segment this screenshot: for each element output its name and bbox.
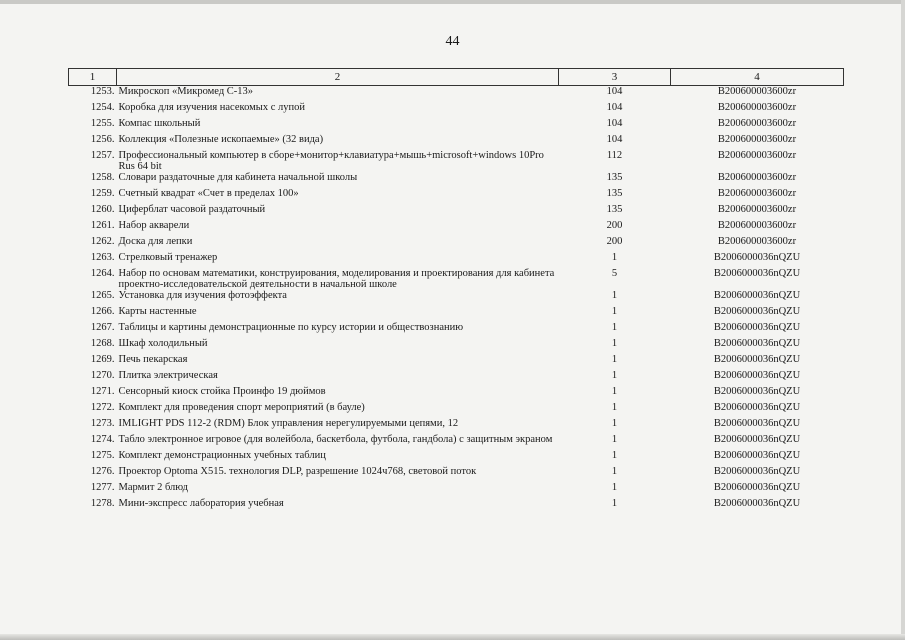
item-code: B2006000036nQZU (713, 353, 801, 365)
table-row (69, 450, 844, 466)
table-row (69, 102, 844, 118)
table-row (69, 434, 844, 450)
row-number: 1259. (90, 187, 115, 199)
item-code: B2006000036nQZU (713, 449, 801, 461)
item-code: B2006000036nQZU (713, 267, 801, 279)
item-quantity: 5 (611, 267, 618, 279)
item-code: B200600003600zr (717, 101, 797, 113)
item-quantity: 1 (611, 497, 618, 509)
item-name: Табло электронное игровое (для волейбола, баскетбола, футбола, гандбола) с защитным экраном (118, 433, 553, 445)
table-row (69, 402, 844, 418)
table-row (69, 134, 844, 150)
column-header-4: 4 (671, 69, 844, 86)
item-quantity: 1 (611, 289, 618, 301)
table-row (69, 498, 844, 514)
item-quantity: 1 (611, 353, 618, 365)
item-name: Шкаф холодильный (118, 337, 208, 349)
row-number: 1253. (90, 86, 115, 97)
item-code: B200600003600zr (717, 86, 797, 97)
inventory-table (68, 68, 844, 514)
item-name: Микроскоп «Микромед С-13» (118, 86, 254, 97)
item-quantity: 112 (606, 149, 623, 161)
item-code: B2006000036nQZU (713, 433, 801, 445)
table-row (69, 306, 844, 322)
item-code: B2006000036nQZU (713, 417, 801, 429)
item-code: B2006000036nQZU (713, 337, 801, 349)
item-name: Мини-экспресс лаборатория учебная (118, 497, 284, 509)
table-row (69, 204, 844, 220)
item-name: Стрелковый тренажер (118, 251, 218, 263)
table-row (69, 150, 844, 172)
row-number: 1254. (90, 101, 115, 113)
item-quantity: 104 (606, 101, 623, 113)
item-name: Компас школьный (118, 117, 201, 129)
item-name: Печь пекарская (118, 353, 188, 365)
item-code: B2006000036nQZU (713, 369, 801, 381)
item-quantity: 1 (611, 385, 618, 397)
table-row (69, 268, 844, 290)
item-name: Доска для лепки (118, 235, 193, 247)
item-code: B200600003600zr (717, 117, 797, 129)
item-name: Циферблат часовой раздаточный (118, 203, 266, 215)
item-code: B200600003600zr (717, 235, 797, 247)
table-header (69, 69, 844, 86)
item-code: B200600003600zr (717, 187, 797, 199)
item-name: Мармит 2 блюд (118, 481, 188, 493)
item-quantity: 1 (611, 305, 618, 317)
row-number: 1271. (90, 385, 115, 397)
item-quantity: 1 (611, 417, 618, 429)
scan-edge-right (901, 0, 905, 640)
item-code: B200600003600zr (717, 219, 797, 231)
row-number: 1277. (90, 481, 115, 493)
item-code: B200600003600zr (717, 203, 797, 215)
table-row (69, 86, 844, 102)
row-number: 1270. (90, 369, 115, 381)
row-number: 1260. (90, 203, 115, 215)
item-name: Словари раздаточные для кабинета начальной школы (118, 171, 358, 183)
column-header-2: 2 (117, 69, 559, 86)
item-name: Набор по основам математики, конструирования, моделирования и проектирования для кабинета проектно-исследовательской деятельности в начальной школе (118, 267, 555, 290)
item-quantity: 104 (606, 133, 623, 145)
table-row (69, 236, 844, 252)
row-number: 1269. (90, 353, 115, 365)
item-name: Карты настенные (118, 305, 197, 317)
row-number: 1274. (90, 433, 115, 445)
table-row (69, 370, 844, 386)
item-quantity: 1 (611, 433, 618, 445)
item-quantity: 1 (611, 465, 618, 477)
row-number: 1262. (90, 235, 115, 247)
item-name: Проектор Optoma X515. технология DLP, разрешение 1024ч768, световой поток (118, 465, 477, 477)
item-quantity: 200 (606, 235, 623, 247)
item-code: B2006000036nQZU (713, 385, 801, 397)
item-code: B200600003600zr (717, 149, 797, 161)
table-row (69, 322, 844, 338)
item-name: Профессиональный компьютер в сборе+монитор+клавиатура+мышь+microsoft+windows 10Pro Rus 64 bit (118, 149, 544, 172)
row-number: 1273. (90, 417, 115, 429)
table-row (69, 220, 844, 236)
row-number: 1278. (90, 497, 115, 509)
item-code: B2006000036nQZU (713, 401, 801, 413)
item-quantity: 1 (611, 337, 618, 349)
item-name: Установка для изучения фотоэффекта (118, 289, 287, 301)
row-number: 1258. (90, 171, 115, 183)
item-code: B2006000036nQZU (713, 481, 801, 493)
row-number: 1263. (90, 251, 115, 263)
row-number: 1261. (90, 219, 115, 231)
item-quantity: 104 (606, 117, 623, 129)
table-row (69, 252, 844, 268)
row-number: 1255. (90, 117, 115, 129)
item-code: B200600003600zr (717, 133, 797, 145)
item-name: Коробка для изучения насекомых с лупой (118, 101, 305, 113)
row-number: 1272. (90, 401, 115, 413)
item-code: B2006000036nQZU (713, 497, 801, 509)
item-quantity: 135 (606, 171, 623, 183)
item-code: B2006000036nQZU (713, 321, 801, 333)
item-name: Комплект для проведения спорт мероприятий (в бауле) (118, 401, 365, 413)
row-number: 1267. (90, 321, 115, 333)
table-row (69, 188, 844, 204)
item-quantity: 104 (606, 86, 623, 97)
item-code: B2006000036nQZU (713, 305, 801, 317)
item-code: B200600003600zr (717, 171, 797, 183)
item-quantity: 1 (611, 251, 618, 263)
column-header-3: 3 (559, 69, 671, 86)
scan-edge-bottom (0, 634, 905, 640)
item-quantity: 200 (606, 219, 623, 231)
item-code: B2006000036nQZU (713, 251, 801, 263)
table-row (69, 482, 844, 498)
table-row (69, 290, 844, 306)
item-code: B2006000036nQZU (713, 289, 801, 301)
item-name: IMLIGHT PDS 112-2 (RDM) Блок управления нерегулируемыми цепями, 12 (118, 417, 459, 429)
item-quantity: 1 (611, 369, 618, 381)
table-row (69, 466, 844, 482)
table-row (69, 386, 844, 402)
table-row (69, 118, 844, 134)
table-row (69, 354, 844, 370)
table-body (69, 86, 844, 514)
item-name: Счетный квадрат «Счет в пределах 100» (118, 187, 299, 199)
item-quantity: 135 (606, 187, 623, 199)
row-number: 1276. (90, 465, 115, 477)
item-name: Комплект демонстрационных учебных таблиц (118, 449, 326, 461)
scan-edge-top (0, 0, 905, 4)
row-number: 1275. (90, 449, 115, 461)
item-quantity: 1 (611, 401, 618, 413)
row-number: 1257. (90, 149, 115, 161)
table-row (69, 338, 844, 354)
row-number: 1266. (90, 305, 115, 317)
item-quantity: 1 (611, 321, 618, 333)
table-row (69, 172, 844, 188)
column-header-1: 1 (69, 69, 117, 86)
row-number: 1256. (90, 133, 115, 145)
row-number: 1268. (90, 337, 115, 349)
row-number: 1265. (90, 289, 115, 301)
item-code: B2006000036nQZU (713, 465, 801, 477)
page-number: 44 (445, 34, 460, 49)
item-name: Набор акварели (118, 219, 190, 231)
item-quantity: 135 (606, 203, 623, 215)
item-name: Таблицы и картины демонстрационные по курсу истории и обществознанию (118, 321, 464, 333)
item-name: Плитка электрическая (118, 369, 218, 381)
item-name: Сенсорный киоск стойка Проинфо 19 дюймов (118, 385, 326, 397)
row-number: 1264. (90, 267, 115, 279)
table-row (69, 418, 844, 434)
item-quantity: 1 (611, 449, 618, 461)
item-quantity: 1 (611, 481, 618, 493)
item-name: Коллекция «Полезные ископаемые» (32 вида) (118, 133, 324, 145)
